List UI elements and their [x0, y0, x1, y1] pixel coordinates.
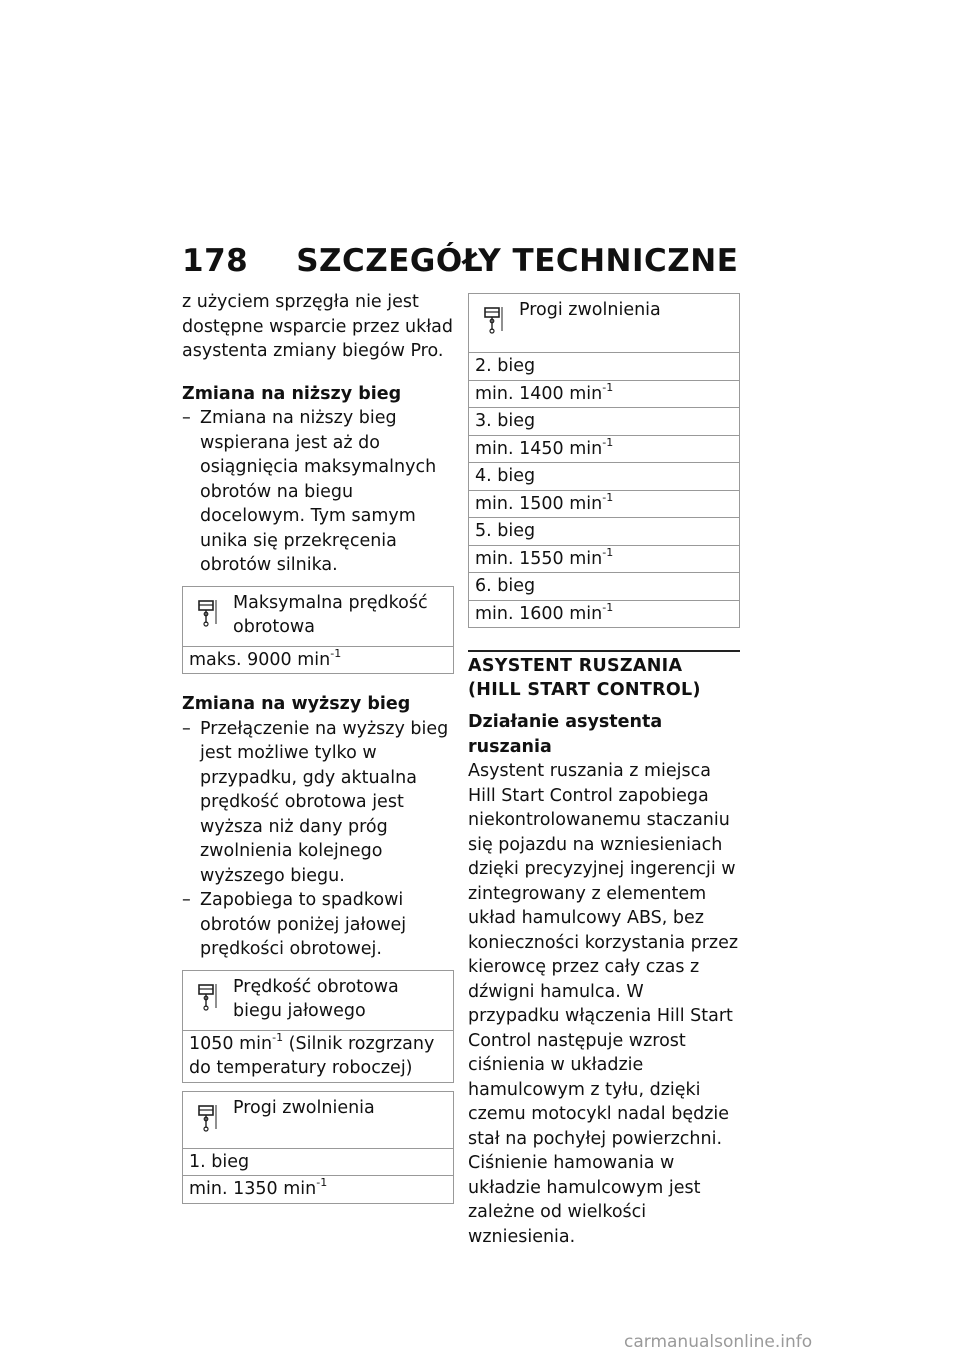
table-row: 1. bieg [183, 1149, 453, 1177]
idle-rpm-table [182, 970, 454, 1083]
value-text: min. 1600 min [475, 603, 603, 624]
table-row [183, 1031, 453, 1082]
value-text: maks. 9000 min [189, 649, 331, 670]
table-row [183, 647, 453, 674]
page-header [182, 243, 738, 279]
upshift-list-item [182, 717, 454, 889]
right-column [468, 290, 740, 1249]
table-title: Prędkość obrotowa biegu jałowego [233, 976, 399, 1021]
superscript: -1 [602, 545, 614, 559]
superscript: -1 [272, 1030, 284, 1044]
table-header [183, 1092, 453, 1149]
table-row [469, 381, 739, 409]
value-text: min. 1350 min [189, 1179, 317, 1199]
engine-piston-icon [197, 975, 233, 1024]
value-text: 1050 min [189, 1033, 273, 1054]
table-row [183, 1176, 453, 1203]
dash-bullet: – [182, 890, 191, 910]
downshift-list-item [182, 406, 454, 578]
table-title: Progi zwolnienia [519, 300, 661, 320]
release-threshold-table-1 [182, 1091, 454, 1204]
watermark: carmanualsonline.info [624, 1332, 813, 1352]
table-row [469, 491, 739, 519]
list-item-text: Zmiana na niższy bieg wspierana jest aż do osiągnięcia maksymalnych obrotów na biegu docelowym. Tym samym unika się przekręcenia obrotów silnika. [200, 408, 437, 575]
superscript: -1 [602, 600, 614, 614]
page-number: 178 [182, 243, 249, 279]
downshift-heading: Zmiana na niższy bieg [182, 383, 402, 404]
value-text: min. 1400 min [475, 383, 603, 404]
superscript: -1 [602, 490, 614, 504]
page-title: SZCZEGÓŁY TECHNICZNE [296, 243, 739, 279]
value-text: min. 1550 min [475, 548, 603, 569]
superscript: -1 [602, 380, 614, 394]
table-row: 3. bieg [469, 408, 739, 436]
table-title: Maksymalna prędkość obrotowa [233, 592, 428, 637]
table-row [469, 601, 739, 628]
upshift-heading: Zmiana na wyższy bieg [182, 694, 411, 714]
superscript: -1 [330, 646, 342, 660]
table-header [469, 294, 739, 353]
list-item-text: Przełączenie na wyższy bieg jest możliwe tylko w przypadku, gdy aktualna prędkość obrotowa jest wyższa niż dany próg zwolnienia kolejnego wyższego biegu. [200, 718, 449, 886]
table-header [183, 587, 453, 647]
dash-bullet: – [182, 718, 191, 739]
table-row: 4. bieg [469, 463, 739, 491]
value-note: (Silnik rozgrzany do temperatury roboczej) [189, 1033, 435, 1078]
engine-piston-icon [483, 298, 519, 346]
superscript: -1 [316, 1176, 328, 1190]
upshift-list-item [182, 888, 454, 962]
section-title-line: ASYSTENT RUSZANIA [468, 656, 683, 676]
table-title: Progi zwolnienia [233, 1097, 375, 1118]
value-text: min. 1500 min [475, 493, 603, 514]
max-rpm-table [182, 586, 454, 675]
table-row [469, 436, 739, 464]
engine-piston-icon [197, 591, 233, 640]
table-row [469, 546, 739, 574]
dash-bullet: – [182, 408, 191, 428]
section-heading [468, 650, 740, 702]
left-column [182, 290, 454, 1204]
table-header [183, 971, 453, 1031]
engine-piston-icon [197, 1096, 233, 1142]
superscript: -1 [602, 435, 614, 449]
release-threshold-table-2 [468, 293, 740, 628]
subheading: Działanie asystenta ruszania [468, 712, 663, 757]
list-item-text: Zapobiega to spadkowi obrotów poniżej jałowej prędkości obrotowej. [200, 890, 407, 959]
intro-paragraph: z użyciem sprzęgła nie jest dostępne wsparcie przez układ asystenta zmiany biegów Pro. [182, 292, 454, 361]
table-row: 2. bieg [469, 353, 739, 381]
table-row: 6. bieg [469, 573, 739, 601]
body-paragraph: Asystent ruszania z miejsca Hill Start Control zapobiega niekontrolowanemu staczaniu się pojazdu na wzniesieniach dzięki precyzyjnej ingerencji w zintegrowany z elementem układ hamulcowy ABS, bez konieczności korzystania przez kierowcę przez cały czas z dźwigni hamulca. W przypadku włączenia Hill Start Control następuje wzrost ciśnienia w układzie hamulcowym z tyłu, dzięki czemu motocykl nadal będzie stał na pochyłej powierzchni. Ciśnienie hamowania w układzie hamulcowym jest zależne od wielkości wzniesienia. [468, 761, 739, 1247]
value-text: min. 1450 min [475, 438, 603, 459]
section-title-line: (HILL START CONTROL) [468, 680, 701, 700]
table-row: 5. bieg [469, 518, 739, 546]
